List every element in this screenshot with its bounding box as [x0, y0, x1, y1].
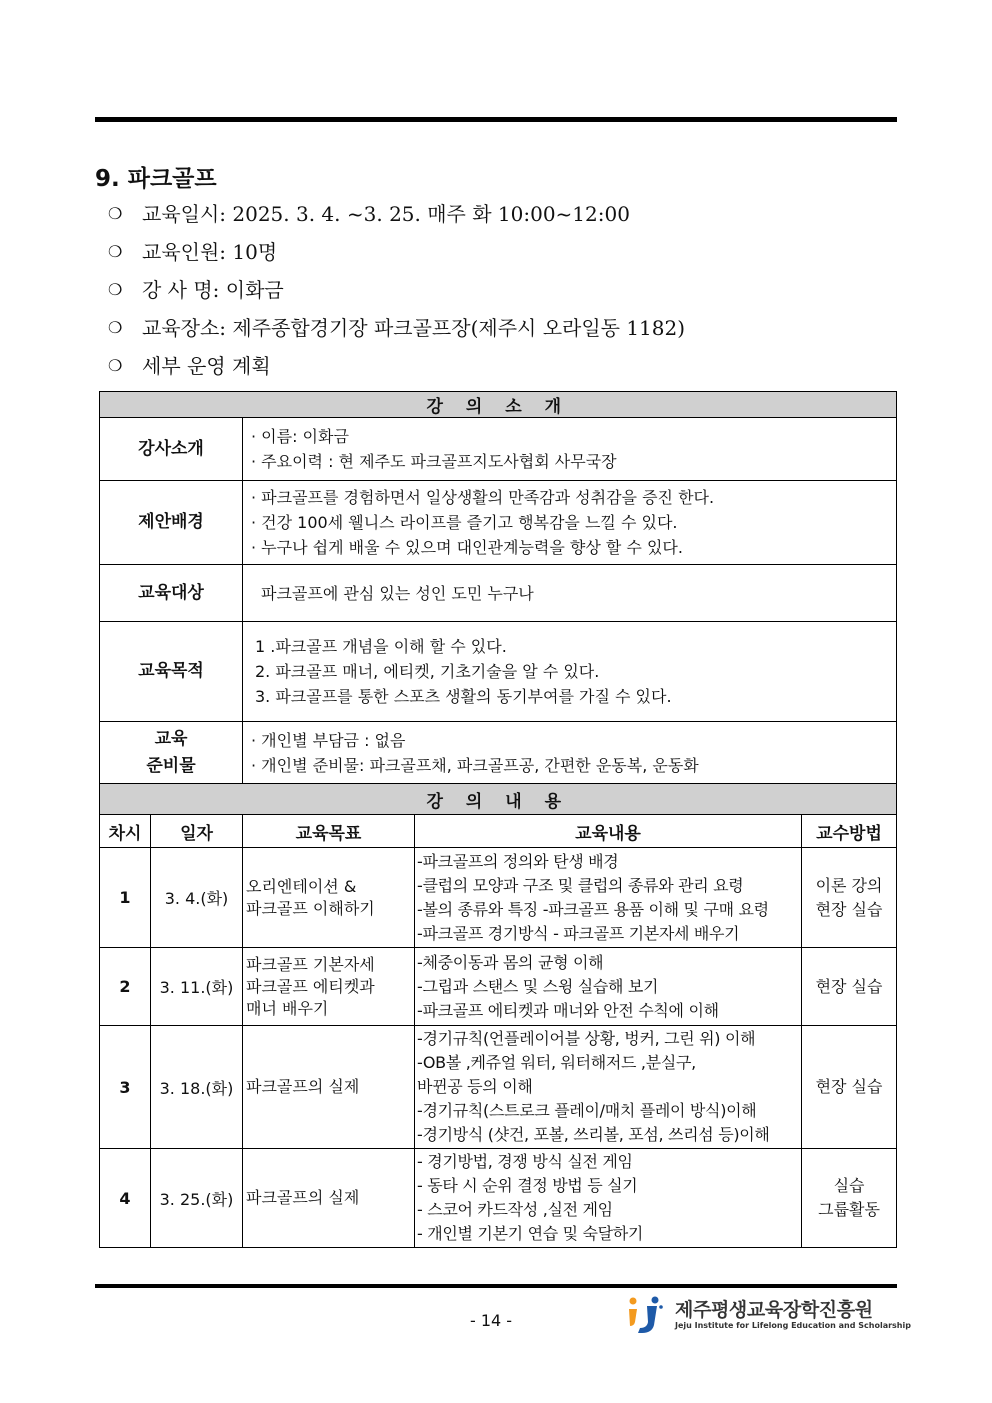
intro-row-supplies: [100, 722, 897, 784]
intro-row-instructor: [100, 418, 897, 481]
session-method: 실습 그룹활동: [802, 1149, 897, 1248]
intro-label: 교육목적: [100, 622, 243, 722]
session-number: 1: [100, 848, 151, 948]
intro-band-header: 강 의 소 개: [100, 392, 897, 418]
org-logo-icon: [625, 1295, 665, 1335]
col-header-goal: 교육목표: [243, 815, 415, 848]
session-goal: 파크골프의 실제: [243, 1026, 415, 1149]
session-content: -체중이동과 몸의 균형 이해 -그립과 스탠스 및 스윙 실습해 보기 -파크골프 에티켓과 매너와 안전 수칙에 이해: [415, 948, 802, 1026]
intro-label: 교육 준비물: [100, 722, 243, 784]
intro-row-background: [100, 481, 897, 565]
intro-row-purpose: [100, 622, 897, 722]
session-goal: 파크골프 기본자세 파크골프 에티켓과 매너 배우기: [243, 948, 415, 1026]
section-title: 9. 파크골프: [95, 166, 217, 192]
intro-row-target: [100, 565, 897, 622]
info-item-instructor: ❍ 강 사 명: 이화금: [108, 274, 685, 312]
info-item-location: ❍ 교육장소: 제주종합경기장 파크골프장(제주시 오라일동 1182): [108, 312, 685, 350]
circle-bullet-icon: ❍: [108, 280, 123, 299]
org-logo: [625, 1295, 911, 1335]
col-header-method: 교수방법: [802, 815, 897, 848]
schedule-row: [100, 1149, 897, 1248]
session-number: 3: [100, 1026, 151, 1149]
session-goal: 파크골프의 실제: [243, 1149, 415, 1248]
org-name: 제주평생교육장학진흥원: [675, 1299, 873, 1321]
session-number: 4: [100, 1149, 151, 1248]
info-item-plan: ❍ 세부 운영 계획: [108, 350, 685, 388]
session-content: - 경기방법, 경쟁 방식 실전 게임 - 동타 시 순위 결정 방법 등 실기 - 스코어 카드작성 ,실전 게임 - 개인별 기본기 연습 및 숙달하기: [415, 1149, 802, 1248]
session-method: 현장 실습: [802, 948, 897, 1026]
intro-content: · 파크골프를 경험하면서 일상생활의 만족감과 성취감을 증진 한다. · 건강 100세 웰니스 라이프를 즐기고 행복감을 느낄 수 있다. · 누구나 쉽게 배울 수 있으며 대인관계능력을 향상 할 수 있다.: [243, 481, 897, 565]
session-method: 현장 실습: [802, 1026, 897, 1149]
circle-bullet-icon: ❍: [108, 318, 123, 337]
session-number: 2: [100, 948, 151, 1026]
session-content: -경기규칙(언플레이어블 상황, 벙커, 그린 위) 이해 -OB볼 ,케쥬얼 워터, 워터해저드 ,분실구, 바뀐공 등의 이해 -경기규칙(스트로크 플레이/매치 플레이 방식)이해 -경기방식 (샷건, 포볼, 쓰리볼, 포섬, 쓰리섬 등)이해: [415, 1026, 802, 1149]
circle-bullet-icon: ❍: [108, 204, 123, 223]
info-item-date: ❍ 교육일시: 2025. 3. 4. ~3. 25. 매주 화 10:00~12:00: [108, 198, 685, 236]
course-table: [99, 391, 897, 1248]
session-date: 3. 18.(화): [151, 1026, 243, 1149]
circle-bullet-icon: ❍: [108, 356, 123, 375]
col-header-content: 교육내용: [415, 815, 802, 848]
page-number: - 14 -: [470, 1311, 513, 1330]
schedule-row: [100, 948, 897, 1026]
schedule-row: [100, 848, 897, 948]
session-method: 이론 강의 현장 실습: [802, 848, 897, 948]
intro-label: 제안배경: [100, 481, 243, 565]
intro-content: 파크골프에 관심 있는 성인 도민 누구나: [243, 565, 897, 622]
intro-label: 교육대상: [100, 565, 243, 622]
intro-content: · 이름: 이화금 · 주요이력 : 현 제주도 파크골프지도사협회 사무국장: [243, 418, 897, 481]
top-rule: [95, 117, 897, 122]
session-date: 3. 25.(화): [151, 1149, 243, 1248]
session-content: -파크골프의 정의와 탄생 배경 -클럽의 모양과 구조 및 클럽의 종류와 관리 요령 -볼의 종류와 특징 -파크골프 용품 이해 및 구매 요령 -파크골프 경기방식 - 파크골프 기본자세 배우기: [415, 848, 802, 948]
info-item-capacity: ❍ 교육인원: 10명: [108, 236, 685, 274]
schedule-column-headers: [100, 815, 897, 848]
intro-content: 1 .파크골프 개념을 이해 할 수 있다. 2. 파크골프 매너, 에티켓, 기초기술을 알 수 있다. 3. 파크골프를 통한 스포츠 생활의 동기부여를 가질 수 있다.: [243, 622, 897, 722]
col-header-session: 차시: [100, 815, 151, 848]
session-date: 3. 4.(화): [151, 848, 243, 948]
org-name-english: Jeju Institute for Lifelong Education and Scholarship: [675, 1321, 911, 1330]
info-list: [108, 198, 685, 388]
intro-label: 강사소개: [100, 418, 243, 481]
col-header-date: 일자: [151, 815, 243, 848]
bottom-rule: [95, 1284, 897, 1288]
schedule-band-header: 강 의 내 용: [100, 784, 897, 815]
circle-bullet-icon: ❍: [108, 242, 123, 261]
session-goal: 오리엔테이션 & 파크골프 이해하기: [243, 848, 415, 948]
session-date: 3. 11.(화): [151, 948, 243, 1026]
schedule-row: [100, 1026, 897, 1149]
intro-content: · 개인별 부담금 : 없음 · 개인별 준비물: 파크골프채, 파크골프공, 간편한 운동복, 운동화: [243, 722, 897, 784]
